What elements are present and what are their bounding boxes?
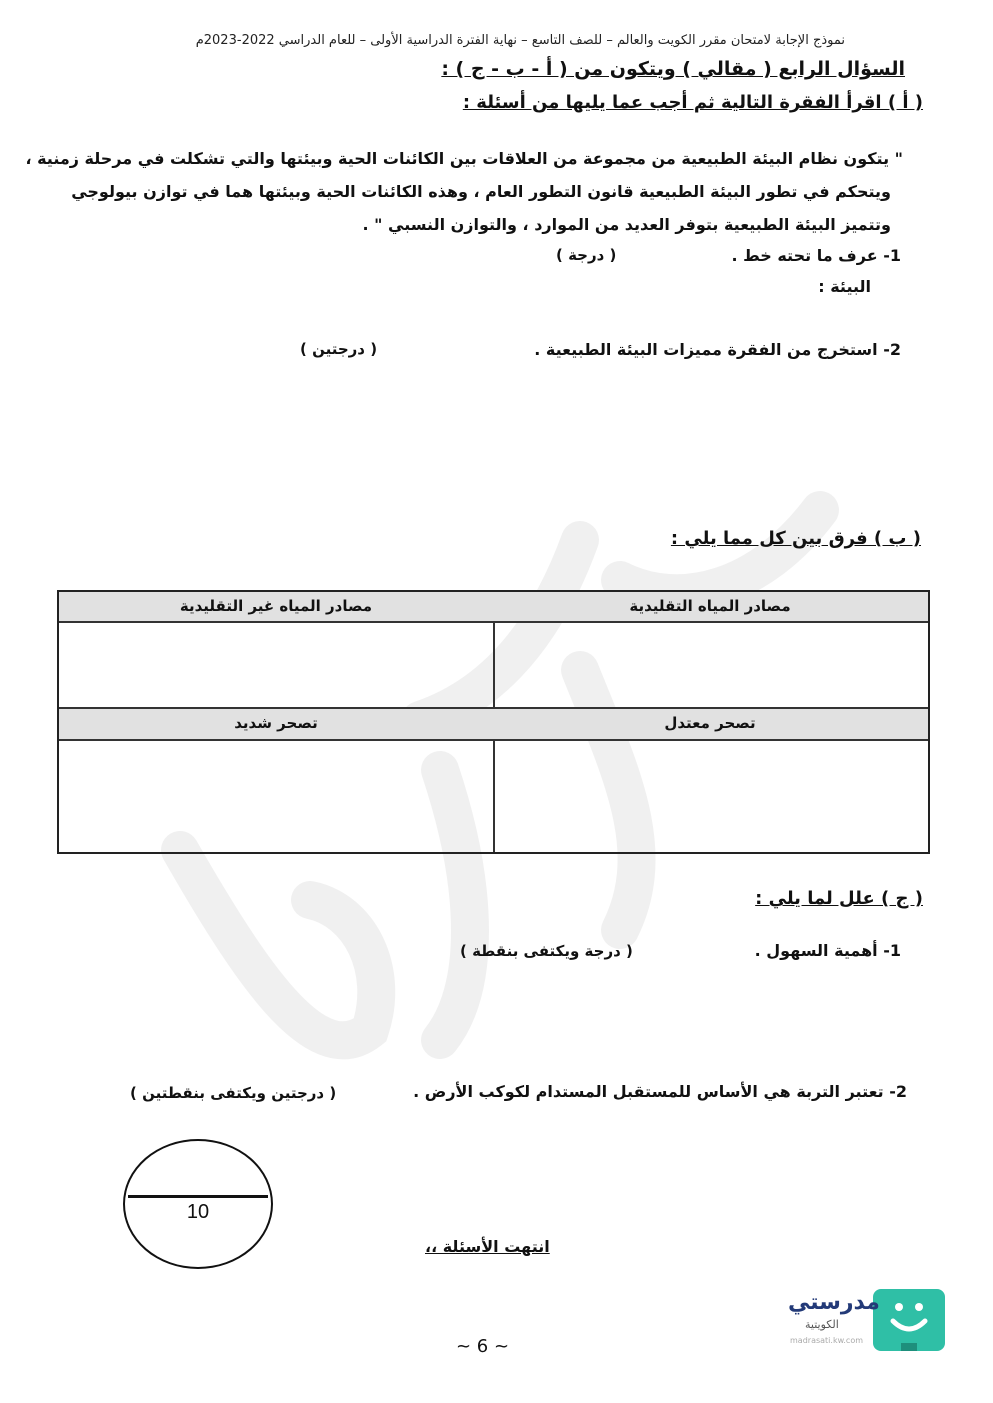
part-a-question-1-answer-label: البيئة : [818,277,871,296]
question-4-title: السؤال الرابع ( مقالي ) ويتكون من ( أ - ب - ج ) : [441,58,905,80]
answer-cell-moderate-desertification[interactable] [492,741,928,852]
passage-line: وتتميز البيئة الطبيعية بتوفر العديد من الموارد ، والتوازن النسبي " . [362,215,891,234]
table-header-severe-desertification: تصحر شديد [59,709,493,741]
passage-line: " يتكون نظام البيئة الطبيعية من مجموعة من العلاقات بين الكائنات الحية وبيئتها والتي تشكلت في مرحلة زمنية ، [25,149,903,168]
part-b-title: ( ب ) فرق بين كل مما يلي : [670,528,921,549]
table-header-traditional-water: مصادر المياه التقليدية [492,592,928,623]
part-a-question-2-mark: ( درجتين ) [300,340,378,358]
part-c-title: ( ج ) علل لما يلي : [755,888,923,909]
madrasati-logo [873,1289,945,1351]
passage-line: ويتحكم في تطور البيئة الطبيعية قانون التطور العام ، وهذه الكائنات الحية وبيئتها هما في توازن بيولوجي [71,182,891,201]
score-divider [128,1195,268,1198]
score-circle [123,1139,273,1269]
logo-subtitle: الكويتية [805,1318,839,1331]
answer-cell-nontraditional-water[interactable] [59,623,493,707]
part-c-question-2-mark: ( درجتين ويكتفى بنقطتين ) [130,1084,337,1102]
part-a-question-1: 1- عرف ما تحته خط . [731,246,901,265]
logo-url: madrasati.kw.com [790,1336,864,1345]
table-header-moderate-desertification: تصحر معتدل [492,709,928,741]
answer-cell-severe-desertification[interactable] [59,741,493,852]
part-c-question-2: 2- تعتبر التربة هي الأساس للمستقبل المستدام لكوكب الأرض . [413,1082,907,1101]
table-header-nontraditional-water: مصادر المياه غير التقليدية [59,592,493,623]
part-a-title: ( أ ) اقرأ الفقرة التالية ثم أجب عما يليها من أسئلة : [462,92,923,113]
smile-logo-icon [873,1289,945,1351]
page-number: ~ 6 ~ [456,1336,510,1357]
score-total: 10 [186,1201,210,1223]
part-a-question-2: 2- استخرج من الفقرة مميزات البيئة الطبيعية . [534,340,901,359]
part-a-question-1-mark: ( درجة ) [556,246,617,264]
logo-name: مدرستي [788,1290,880,1315]
page-header: نموذج الإجابة لامتحان مقرر الكويت والعالم – للصف التاسع – نهاية الفترة الدراسية الأولى – للعام الدراسي 2022-2023م [195,33,845,48]
answer-cell-traditional-water[interactable] [492,623,928,707]
end-of-questions: انتهت الأسئلة ،، [425,1237,550,1256]
comparison-table [57,590,930,854]
part-c-question-1: 1- أهمية السهول . [754,941,901,960]
part-c-question-1-mark: ( درجة ويكتفى بنقطة ) [460,942,633,960]
